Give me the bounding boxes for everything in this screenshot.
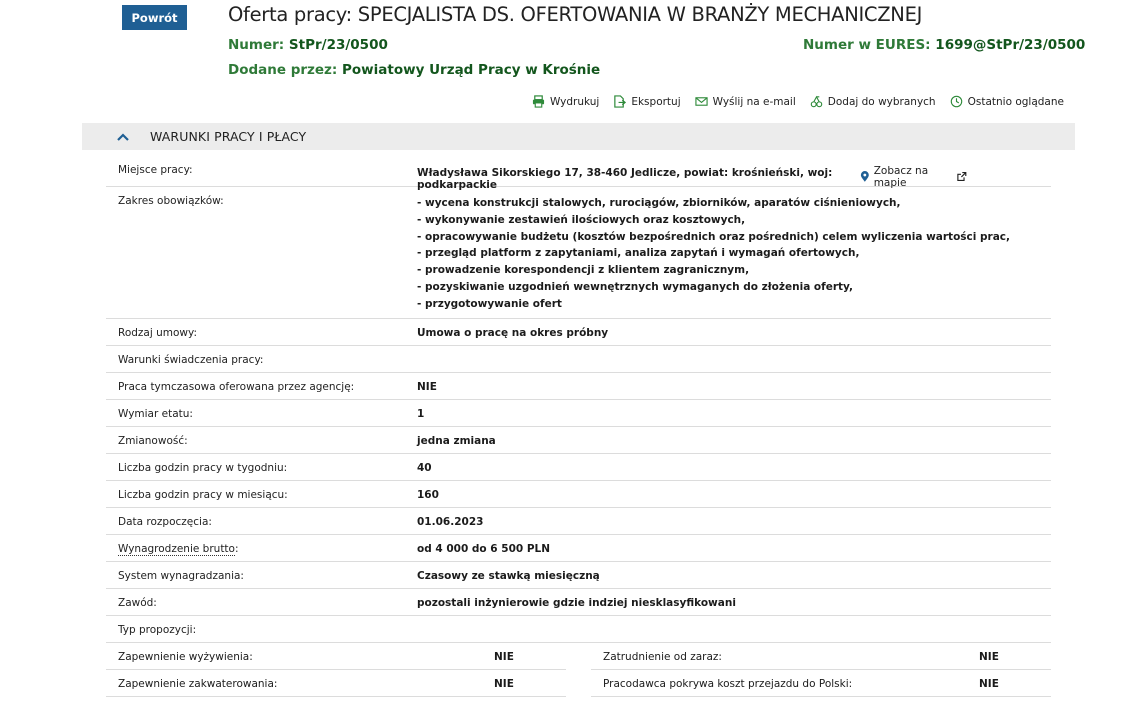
housing-label: Zapewnienie zakwaterowania: [118,678,278,690]
eures-number-label: Numer w EURES: [803,37,931,53]
duty-item: - prowadzenie korespondencji z klientem zagranicznym, [417,264,750,277]
duty-item: - wycena konstrukcji stalowych, rurociągów, zbiorników, aparatów ciśnieniowych, [417,197,901,209]
eures-number-value: 1699@StPr/23/0500 [935,37,1086,53]
occupation-value: pozostali inżynierowie gdzie indziej niesklasyfikowani [417,597,736,609]
hours-month-label: Liczba godzin pracy w miesiącu: [118,489,288,501]
proposal-value [405,616,1051,642]
cherries-icon [810,95,823,108]
favorites-label: Dodaj do wybranych [827,95,936,108]
row-housing [106,670,566,697]
offer-number [228,37,388,53]
travel-label: Pracodawca pokrywa koszt przejazdu do Polski: [603,678,853,690]
print-button[interactable] [532,95,599,108]
hours-week-value: 40 [417,462,432,474]
proposal-label: Typ propozycji: [118,624,197,636]
food-label: Zapewnienie wyżywienia: [118,651,253,663]
row-travel [591,670,1051,697]
immediate-value: NIE [979,651,999,663]
row-immediate [591,643,1051,670]
print-label: Wydrukuj [549,95,600,108]
row-salary [106,535,1051,562]
export-label: Eksportuj [631,95,681,108]
row-shift [106,427,1051,454]
recent-label: Ostatnio oglądane [967,95,1064,108]
contract-label: Rodzaj umowy: [118,327,197,339]
external-link-icon [957,171,967,182]
row-fte [106,400,1051,427]
added-by [228,62,600,78]
duties-value [405,187,1051,318]
travel-value: NIE [979,678,999,690]
duty-item: - opracowywanie budżetu (kosztów bezpośrednich oraz pośrednich) celem wyliczenia wartości prac, [417,230,1011,243]
row-duties [106,187,1051,319]
page-title: Oferta pracy: SPECJALISTA DS. OFERTOWANIA W BRANŻY MECHANICZNEJ [228,3,923,26]
salary-colon: : [234,543,239,555]
proposal-grid-row-1 [106,643,1051,670]
section-title: WARUNKI PRACY I PŁACY [150,129,307,144]
hours-month-value: 160 [417,489,439,501]
row-food [106,643,566,670]
offer-number-label: Numer: [228,37,285,53]
row-agency [106,373,1051,400]
duty-item: - przygotowywanie ofert [417,297,562,310]
system-label: System wynagradzania: [118,570,244,582]
recent-button[interactable] [950,95,1064,108]
map-link[interactable] [860,164,967,189]
added-by-label: Dodane przez: [228,62,338,78]
duty-item: - pozyskiwanie uzgodnień wewnętrznych wymaganych do złożenia oferty, [417,280,854,293]
shift-value: jedna zmiana [417,435,496,447]
row-start-date [106,508,1051,535]
clock-icon [950,95,963,108]
place-label: Miejsce pracy: [118,164,193,176]
email-label: Wyślij na e-mail [712,95,796,108]
map-link-label: Zobacz na mapie [873,164,929,189]
system-value: Czasowy ze stawką miesięczną [417,570,600,582]
email-button[interactable] [695,95,796,108]
start-label: Data rozpoczęcia: [118,516,212,528]
duties-list [417,195,1051,313]
row-contract [106,319,1051,346]
envelope-icon [695,95,708,108]
row-occupation [106,589,1051,616]
duties-label: Zakres obowiązków: [118,195,224,207]
row-hours-week [106,454,1051,481]
row-pay-system [106,562,1051,589]
conditions-label: Warunki świadczenia pracy: [118,354,264,366]
proposal-grid-row-2 [106,670,1051,697]
place-text: Władysława Sikorskiego 17, 38-460 Jedlicze, powiat: krośnieński, woj: podkarpackie [417,167,833,191]
agency-label: Praca tymczasowa oferowana przez agencję: [118,381,355,393]
row-proposal [106,616,1051,643]
shift-label: Zmianowość: [118,435,188,447]
duty-item: - wykonywanie zestawień ilościowych oraz kosztowych, [417,213,746,226]
fte-label: Wymiar etatu: [118,408,193,420]
chevron-up-icon[interactable] [116,130,130,144]
eures-number [803,37,1085,53]
occupation-label: Zawód: [118,597,157,609]
salary-label [106,535,405,561]
salary-term[interactable]: Wynagrodzenie brutto [118,543,235,555]
agency-value: NIE [417,381,437,393]
section-header[interactable] [82,123,1075,150]
hours-week-label: Liczba godzin pracy w tygodniu: [118,462,288,474]
fte-value: 1 [417,408,425,420]
back-button[interactable]: Powrót [122,5,187,30]
favorites-button[interactable] [810,95,936,108]
row-hours-month [106,481,1051,508]
toolbar [532,95,1064,108]
offer-number-value: StPr/23/0500 [288,37,388,53]
housing-value: NIE [494,678,514,690]
details-table [106,156,1051,697]
export-icon [613,95,626,108]
printer-icon [532,95,545,108]
salary-value: od 4 000 do 6 500 PLN [417,543,551,555]
row-place [106,156,1051,191]
added-by-value: Powiatowy Urząd Pracy w Krośnie [342,62,601,78]
duty-item: - przegląd platform z zapytaniami, analiza zapytań i wymagań ofertowych, [417,247,860,260]
immediate-label: Zatrudnienie od zaraz: [603,651,722,663]
row-conditions [106,346,1051,373]
map-pin-icon [860,170,870,183]
place-value [405,156,1051,191]
export-button[interactable] [613,95,680,108]
contract-value: Umowa o pracę na okres próbny [417,327,609,339]
conditions-value [405,346,1051,372]
food-value: NIE [494,651,514,663]
start-value: 01.06.2023 [417,516,484,528]
